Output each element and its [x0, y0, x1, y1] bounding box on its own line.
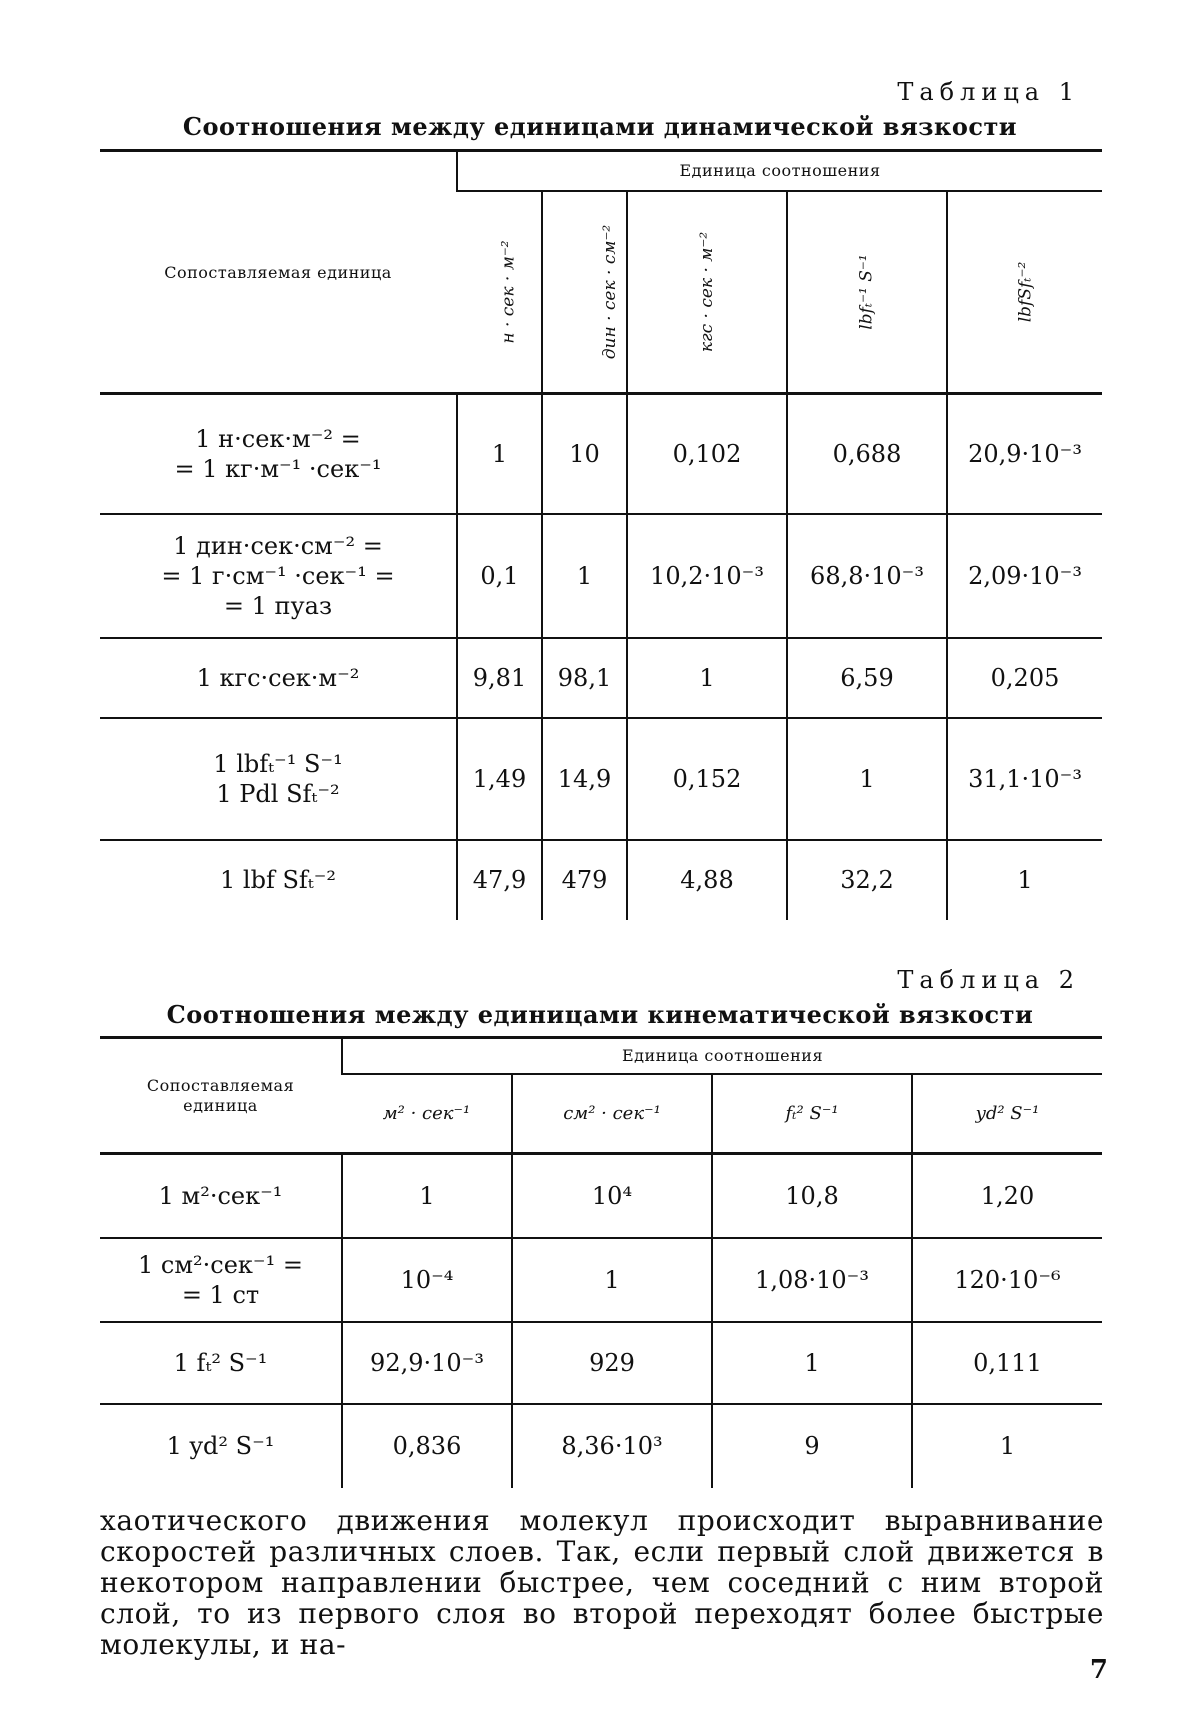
table1-unit-header: lbfₜ⁻¹ S⁻¹ [787, 191, 947, 394]
table1 [100, 149, 1102, 920]
table2-label: Таблица 2 [897, 966, 1080, 994]
table2-unit-header: м² · сек⁻¹ [342, 1074, 512, 1154]
table-cell: 1 [912, 1404, 1102, 1488]
table-cell: 6,59 [787, 638, 947, 718]
table-cell: 1 [787, 718, 947, 840]
table1-title: Соотношения между единицами динамической вязкости [182, 112, 1018, 141]
table-cell: 9 [712, 1404, 912, 1488]
table-cell: 10 [542, 394, 627, 514]
table-cell: 68,8·10⁻³ [787, 514, 947, 638]
table-row [100, 514, 1102, 638]
table-cell: 1 [342, 1154, 512, 1238]
table2-unit-header: yd² S⁻¹ [912, 1074, 1102, 1154]
table-row [100, 718, 1102, 840]
table-cell: 1 [712, 1322, 912, 1404]
table2-group-header: Единица соотношения [342, 1038, 1102, 1074]
table-cell: 32,2 [787, 840, 947, 920]
table1-row-header: Сопоставляемая единица [100, 151, 457, 394]
table-cell: 0,205 [947, 638, 1102, 718]
table-cell: 10,8 [712, 1154, 912, 1238]
table1-unit-header: н · сек · м⁻² [457, 191, 542, 394]
table-cell: 14,9 [542, 718, 627, 840]
table-cell: 47,9 [457, 840, 542, 920]
table-cell: 1 [627, 638, 787, 718]
table1-row-label: 1 н·сек·м⁻² = = 1 кг·м⁻¹ ·сек⁻¹ [100, 394, 457, 514]
table1-unit-header: дин · сек · см⁻² [542, 191, 627, 394]
table-cell: 1 [542, 514, 627, 638]
table-cell: 10⁴ [512, 1154, 712, 1238]
table-cell: 1 [512, 1238, 712, 1322]
table2 [100, 1036, 1102, 1488]
table-row [100, 1238, 1102, 1322]
body-paragraph: хаотического движения молекул происходит выравнивание скоростей различных слоев. Так, если первый слой движется в некотором направлении быстрее, чем соседний с ним второй слой, то из первого слоя во второй переходят более быстрые молекулы, и на- [100, 1504, 1104, 1661]
table-cell: 0,102 [627, 394, 787, 514]
table1-row-label: 1 lbfₜ⁻¹ S⁻¹ 1 Pdl Sfₜ⁻² [100, 718, 457, 840]
table-row [100, 1322, 1102, 1404]
table-cell: 0,111 [912, 1322, 1102, 1404]
table-cell: 0,688 [787, 394, 947, 514]
table1-row-label: 1 дин·сек·см⁻² = = 1 г·см⁻¹ ·сек⁻¹ = = 1 пуаз [100, 514, 457, 638]
table-cell: 1 [947, 840, 1102, 920]
table-row [100, 638, 1102, 718]
table-cell: 120·10⁻⁶ [912, 1238, 1102, 1322]
page-number: 7 [1089, 1655, 1108, 1685]
table-cell: 20,9·10⁻³ [947, 394, 1102, 514]
table2-title: Соотношения между единицами кинематической вязкости [166, 1000, 1034, 1029]
table2-row-label: 1 yd² S⁻¹ [100, 1404, 342, 1488]
table-row [100, 394, 1102, 514]
table-row [100, 1154, 1102, 1238]
table-cell: 8,36·10³ [512, 1404, 712, 1488]
table-cell: 0,152 [627, 718, 787, 840]
table1-group-header: Единица соотношения [457, 151, 1102, 191]
table-cell: 1,08·10⁻³ [712, 1238, 912, 1322]
table-cell: 92,9·10⁻³ [342, 1322, 512, 1404]
table1-row-label: 1 lbf Sfₜ⁻² [100, 840, 457, 920]
table-cell: 0,836 [342, 1404, 512, 1488]
table-cell: 0,1 [457, 514, 542, 638]
table-cell: 1,49 [457, 718, 542, 840]
table-cell: 1 [457, 394, 542, 514]
table-cell: 1,20 [912, 1154, 1102, 1238]
table-cell: 9,81 [457, 638, 542, 718]
table1-unit-header: кгс · сек · м⁻² [627, 191, 787, 394]
table2-row-label: 1 м²·сек⁻¹ [100, 1154, 342, 1238]
table2-row-label: 1 см²·сек⁻¹ = = 1 ст [100, 1238, 342, 1322]
table-row [100, 1404, 1102, 1488]
table-row [100, 840, 1102, 920]
table1-unit-header: lbfSfₜ⁻² [947, 191, 1102, 394]
table2-row-header: Сопоставляемая единица [100, 1038, 342, 1154]
table2-unit-header: см² · сек⁻¹ [512, 1074, 712, 1154]
table1-label: Таблица 1 [897, 78, 1080, 106]
table-cell: 929 [512, 1322, 712, 1404]
table-cell: 2,09·10⁻³ [947, 514, 1102, 638]
table-cell: 4,88 [627, 840, 787, 920]
table-cell: 31,1·10⁻³ [947, 718, 1102, 840]
table-cell: 10⁻⁴ [342, 1238, 512, 1322]
table-cell: 98,1 [542, 638, 627, 718]
table2-unit-header: fₜ² S⁻¹ [712, 1074, 912, 1154]
table1-row-label: 1 кгс·сек·м⁻² [100, 638, 457, 718]
table-cell: 479 [542, 840, 627, 920]
table2-row-label: 1 fₜ² S⁻¹ [100, 1322, 342, 1404]
table-cell: 10,2·10⁻³ [627, 514, 787, 638]
